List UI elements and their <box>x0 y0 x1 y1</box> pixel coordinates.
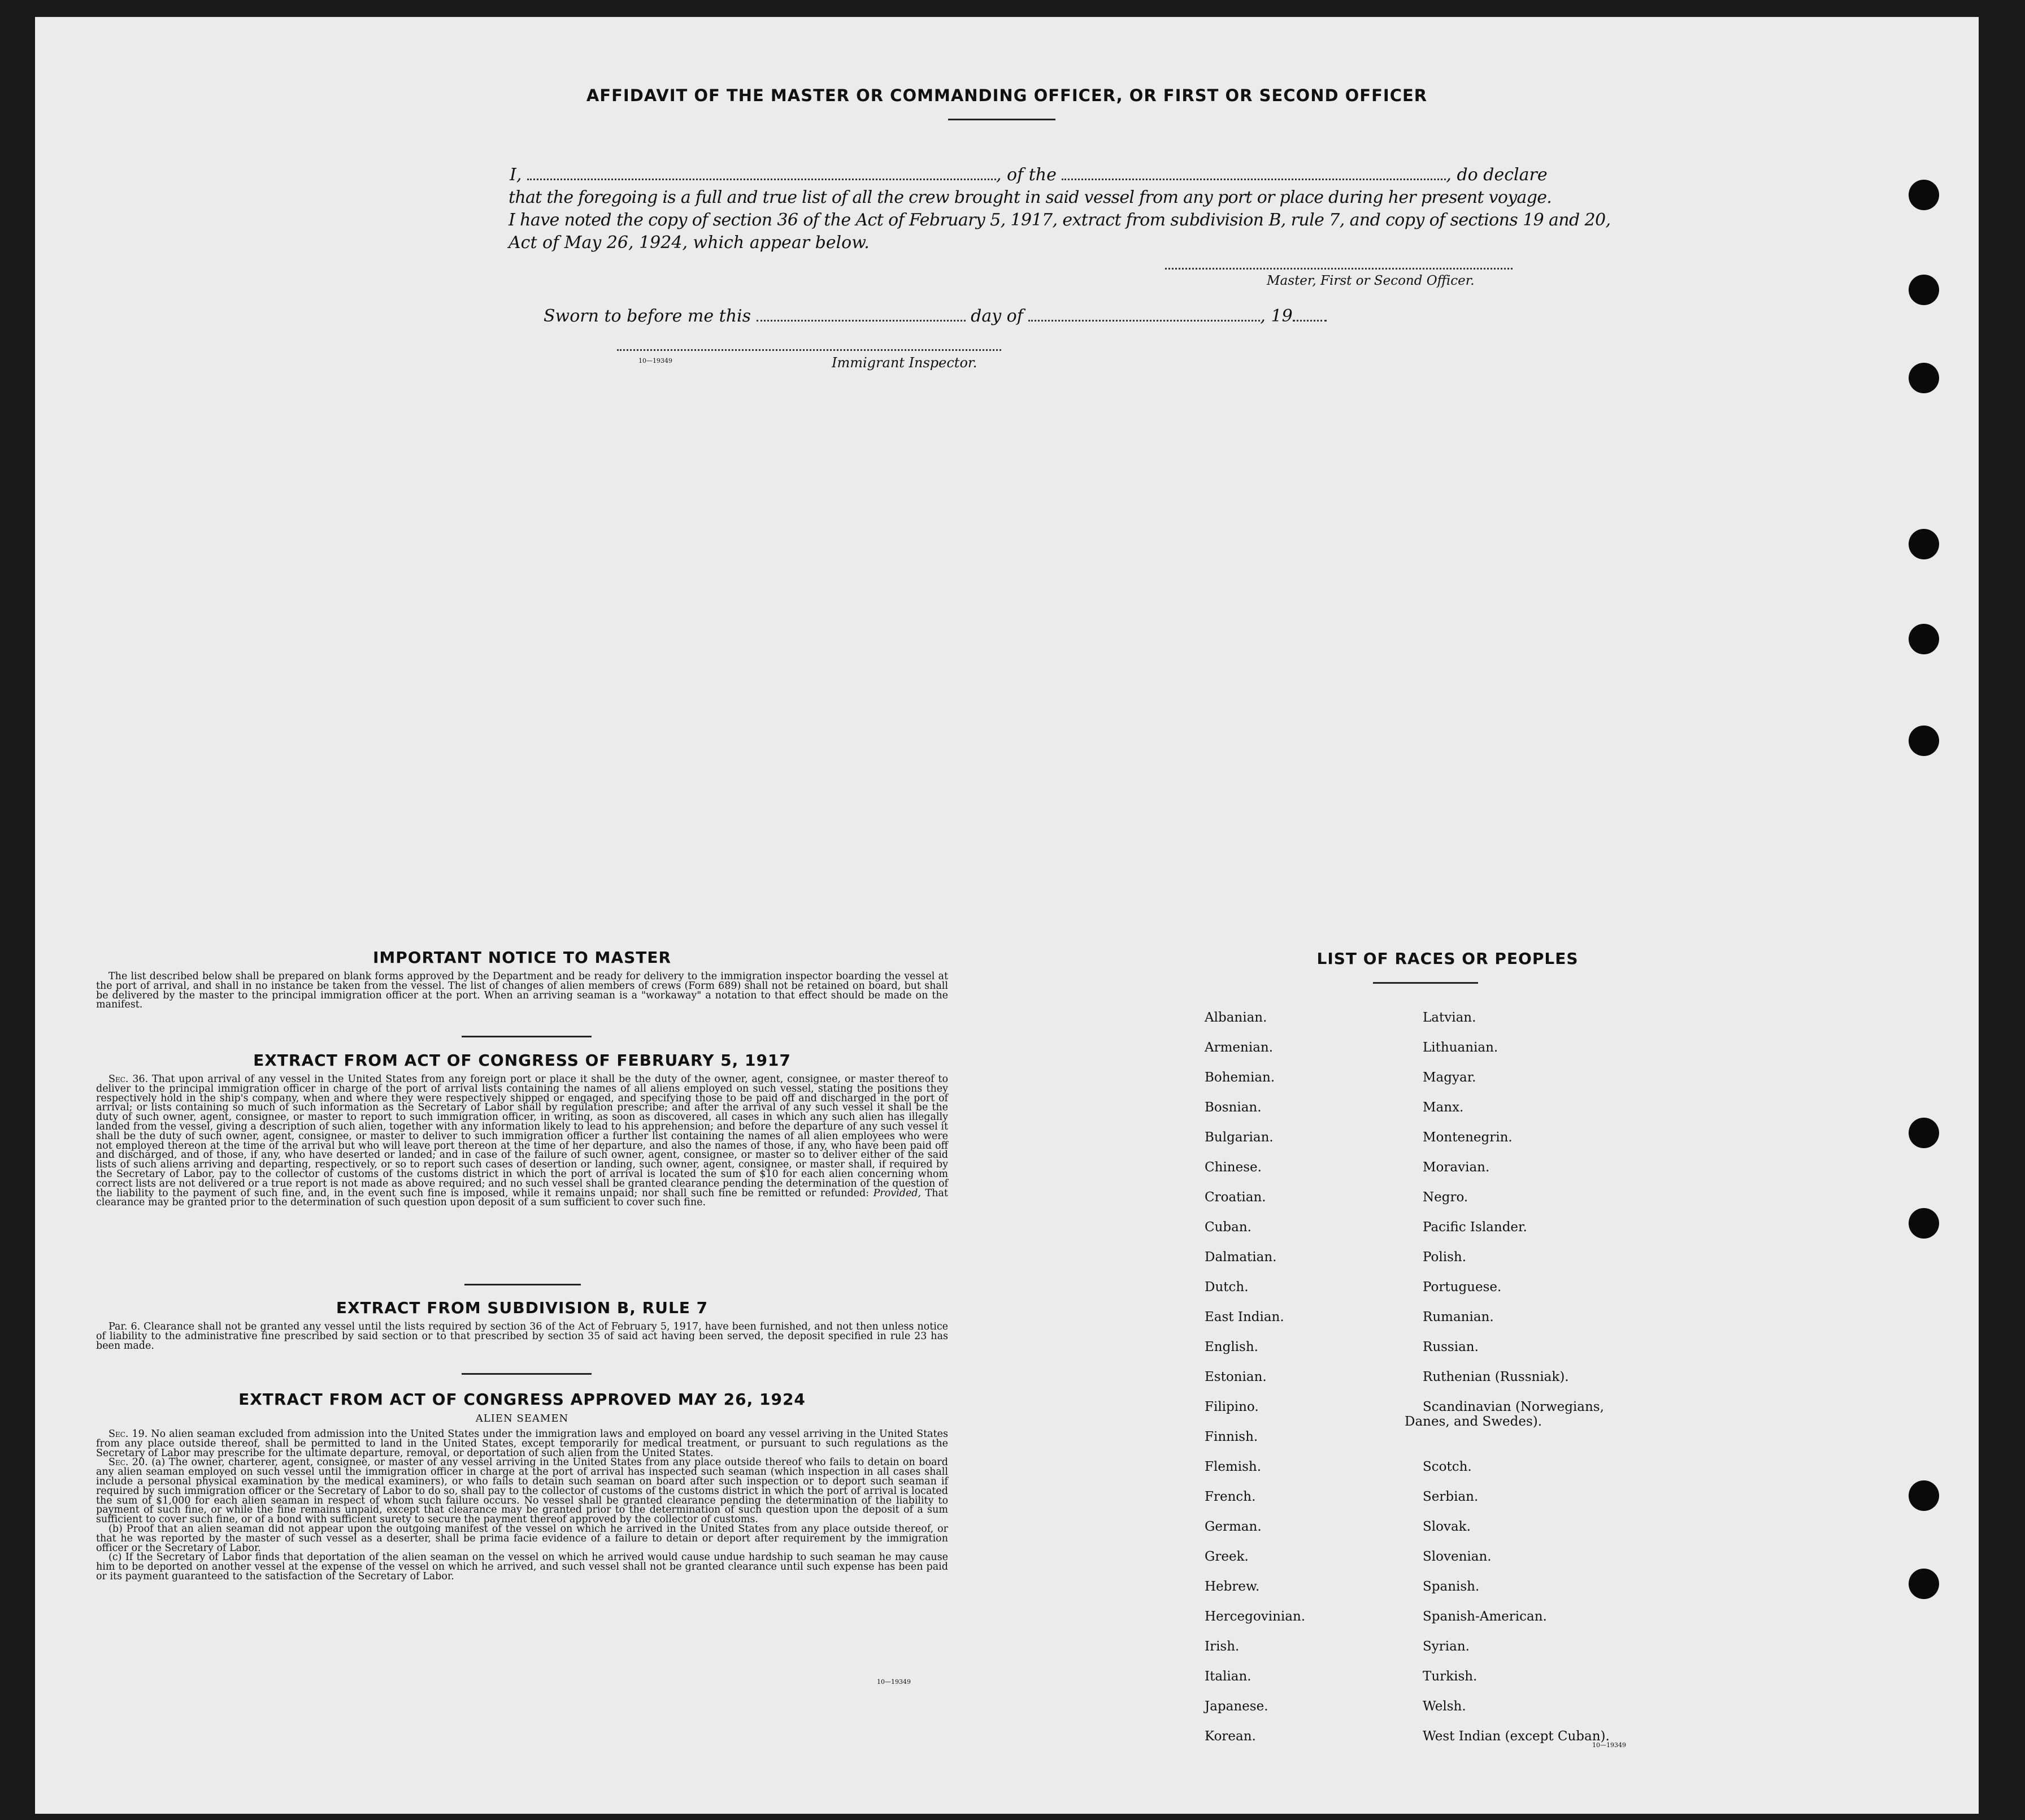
provided-label: Provided, <box>873 1187 922 1199</box>
race-item: Filipino. <box>1205 1400 1259 1414</box>
race-item: Armenian. <box>1205 1040 1274 1055</box>
affidavit-declare: , do declare <box>1446 165 1548 185</box>
punch-hole <box>1909 1208 1939 1239</box>
race-item: Serbian. <box>1423 1489 1479 1504</box>
race-item: Syrian. <box>1423 1639 1470 1654</box>
race-item: Chinese. <box>1205 1160 1262 1175</box>
notice-paragraph: The list described below shall be prepared on blank forms approved by the Department and be ready for delivery to the immigration inspector boarding the vessel at the port of arrival, and shall in no instance be taken from the vessel. The list of changes of alien members of crews (Form 689) shall not be retained on board, but shall be delivered by the master to the principal immigration officer at the port. When an arriving seaman is a "workaway" a notation to that effect should be made on the manifest. <box>96 971 948 1011</box>
sec-19-label: Sec. 19. <box>108 1428 148 1440</box>
race-item: Polish. <box>1423 1250 1467 1265</box>
race-item: Scotch. <box>1423 1460 1472 1474</box>
extract-rule7-title: EXTRACT FROM SUBDIVISION B, RULE 7 <box>336 1298 709 1317</box>
extract-1917-title: EXTRACT FROM ACT OF CONGRESS OF FEBRUARY 5, 1917 <box>253 1051 791 1070</box>
sec-36-label: Sec. 36. <box>108 1074 149 1085</box>
notice-title: IMPORTANT NOTICE TO MASTER <box>372 948 672 967</box>
extract-rule7-text <box>96 1322 948 1350</box>
race-item: Spanish-American. <box>1423 1609 1547 1624</box>
punch-hole <box>1909 529 1939 559</box>
race-item: Spanish. <box>1423 1579 1480 1594</box>
sec-36-text: That upon arrival of any vessel in the United States from any foreign port or place it shall be the duty of the owner, agent, consignee, or master thereof to deliver to the principal immigration officer in charge of the port of arrival lists containing the names of all aliens employed on such vessel, stating the positions they respectively hold in the ship's company, when and where they were respectively shipped or engaged, and specifying those to be paid off and discharged in the port of arrival; or lists containing so much of such information as the Secretary of Labor shall by regulation prescribe; and after the arrival of any such vessel it shall be the duty of such owner, agent, consignee, or master to report to such immigration officer, in writing, as soon as discovered, all cases in which any such alien has illegally landed from the vessel, giving a description of such alien, together with any information likely to lead to his apprehension; and before the departure of any such vessel it shall be the duty of such owner, agent, consignee, or master to deliver to such immigration officer a further list containing the names of all alien employees who were not employed thereon at the time of the arrival but who will leave port thereon at the time of her departure, and also the names of those, if any, who have been paid off and discharged, and of those, if any, who have deserted or landed; and in case of the failure of such owner, agent, consignee, or master so to deliver either of the said lists of such aliens arriving and departing, respectively, or so to report such cases of desertion or landing, such owner, agent, consignee, or master shall, if required by the Secretary of Labor, pay to the collector of customs of the customs district in which the port of arrival is located the sum of $10 for each alien concerning whom correct lists are not delivered or a true report is not made as above required; and no such vessel shall be granted clearance pending the determination of the question of the liability to the payment of such fine, and, in the event such fine is imposed, while it remains unpaid; nor shall such fine be remitted or refunded: <box>96 1074 948 1199</box>
race-item: Russian. <box>1423 1340 1479 1354</box>
extract-1924-text <box>96 1430 948 1582</box>
race-item: English. <box>1205 1340 1258 1354</box>
par-6-text: Par. 6. Clearance shall not be granted any vessel until the lists required by section 36 of the Act of February 5, 1917, have been furnished, and not then unless notice of liability to the administrative fine prescribed by said section or to that prescribed by section 35 of said act having been served, the deposit specified in rule 23 has been made. <box>96 1321 948 1352</box>
race-item: Manx. <box>1423 1100 1464 1115</box>
notice-rule <box>462 1036 592 1037</box>
race-item: Croatian. <box>1205 1190 1266 1205</box>
punch-hole <box>1909 363 1939 393</box>
day-of-label: day of <box>971 306 1023 326</box>
race-item: Negro. <box>1423 1190 1468 1205</box>
race-item: Korean. <box>1205 1729 1256 1744</box>
race-item: Bulgarian. <box>1205 1130 1274 1145</box>
race-item: Japanese. <box>1205 1699 1268 1714</box>
race-item: Flemish. <box>1205 1460 1262 1474</box>
inspector-signature-line <box>617 349 1001 351</box>
races-form-number: 10—19349 <box>1592 1741 1626 1749</box>
document-page <box>35 17 1979 1814</box>
affidavit-form-number: 10—19349 <box>638 357 672 364</box>
race-item: Danes, and Swedes). <box>1405 1414 1542 1429</box>
affidavit-line-1 <box>510 165 1548 185</box>
alien-seamen-subtitle: ALIEN SEAMEN <box>475 1413 569 1424</box>
vessel-blank <box>1062 179 1446 180</box>
race-item: Moravian. <box>1423 1160 1490 1175</box>
affidavit-title-rule <box>948 119 1055 120</box>
sworn-line <box>544 306 1327 326</box>
master-signature-label: Master, First or Second Officer. <box>1267 273 1475 288</box>
races-title-rule <box>1373 982 1478 984</box>
race-item: Welsh. <box>1423 1699 1466 1714</box>
affidavit-title: AFFIDAVIT OF THE MASTER OR COMMANDING OFFICER, OR FIRST OR SECOND OFFICER <box>586 86 1428 105</box>
affidavit-i-label: I, <box>510 165 522 185</box>
punch-hole <box>1909 1480 1939 1511</box>
race-item: Slovak. <box>1423 1519 1471 1534</box>
extract-1917-rule <box>464 1284 581 1285</box>
notice-text <box>96 972 948 1010</box>
races-title: LIST OF RACES OR PEOPLES <box>1316 949 1579 968</box>
punch-hole <box>1909 1118 1939 1148</box>
race-item: Portuguese. <box>1423 1280 1502 1295</box>
race-item: Dalmatian. <box>1205 1250 1277 1265</box>
sworn-month-blank <box>1028 320 1260 322</box>
affidavit-line-4: Act of May 26, 1924, which appear below. <box>509 233 870 253</box>
race-item: Latvian. <box>1423 1010 1476 1025</box>
sec-20-label: Sec. 20. <box>108 1457 148 1469</box>
race-item: French. <box>1205 1489 1256 1504</box>
sworn-label: Sworn to before me this <box>544 306 751 326</box>
race-item: Rumanian. <box>1423 1310 1494 1324</box>
race-item: Montenegrin. <box>1423 1130 1513 1145</box>
race-item: West Indian (except Cuban). <box>1423 1729 1610 1744</box>
race-item: Albanian. <box>1205 1010 1267 1025</box>
extract-1917-text <box>96 1075 948 1207</box>
affidavit-of-the: , of the <box>996 165 1057 185</box>
punch-hole <box>1909 1569 1939 1599</box>
race-item: Ruthenian (Russniak). <box>1423 1370 1569 1384</box>
race-item: Turkish. <box>1423 1669 1478 1684</box>
race-item: German. <box>1205 1519 1262 1534</box>
sec-20b-text: (b) Proof that an alien seaman did not appear upon the outgoing manifest of the vessel on which he arrived in the United States from any place outside thereof, or that he was reported by the master of such vessel as a deserter, shall be prima facie evidence of a failure to detain or deport after requirement by the immigration officer or the Secretary of Labor. <box>96 1523 948 1554</box>
sec-20a-text: (a) The owner, charterer, agent, consignee, or master of any vessel arriving in the United States from any place outside thereof who fails to detain on board any alien seaman employed on such vessel until the immigration officer in charge at the port of arrival has inspected such seaman (which inspection in all cases shall include a personal physical examination by the medical examiners), or who fails to detain such seaman on board after such inspection or to deport such seaman if required by such immigration officer or the Secretary of Labor to do so, shall pay to the collector of customs of the customs district in which the port of arrival is located the sum of $1,000 for each alien seaman in respect of whom such failure occurs. No vessel shall be granted clearance pending the determination of the liability to payment of such fine, or while the fine remains unpaid, except that clearance may be granted prior to the determination of such question upon the deposit of a sum sufficient to cover such fine, or of a bond with sufficient surety to secure the payment thereof approved by the collector of customs. <box>96 1457 948 1526</box>
extract-form-number: 10—19349 <box>877 1678 911 1686</box>
inspector-label: Immigrant Inspector. <box>832 355 977 371</box>
name-blank <box>527 179 996 180</box>
race-item: Finnish. <box>1205 1430 1258 1444</box>
punch-hole <box>1909 624 1939 654</box>
race-item: Estonian. <box>1205 1370 1267 1384</box>
race-item: Greek. <box>1205 1549 1249 1564</box>
year-blank <box>1293 320 1327 322</box>
race-item: Italian. <box>1205 1669 1251 1684</box>
race-item: Slovenian. <box>1423 1549 1492 1564</box>
race-item: East Indian. <box>1205 1310 1284 1324</box>
year-prefix: , 19 <box>1260 306 1293 326</box>
extract-rule7-rule <box>462 1373 592 1375</box>
sec-19-text: No alien seaman excluded from admission into the United States under the immigration laws and employed on board any vessel arriving in the United States from any place outside thereof, shall be permitted to land in the United States, except temporarily for medical treatment, or pursuant to such regulations as the Secretary of Labor may prescribe for the ultimate departure, removal, or deportation of such alien from the United States. <box>96 1428 948 1459</box>
affidavit-line-3: I have noted the copy of section 36 of the Act of February 5, 1917, extract from subdivision B, rule 7, and copy of sections 19 and 20, <box>509 210 1611 230</box>
race-item: Magyar. <box>1423 1070 1476 1085</box>
punch-hole <box>1909 275 1939 305</box>
race-item: Irish. <box>1205 1639 1240 1654</box>
sec-20c-text: (c) If the Secretary of Labor finds that deportation of the alien seaman on the vessel on which he arrived would cause undue hardship to such seaman he may cause him to be deported on another vessel at the expense of the vessel on which he arrived, and such vessel shall not be granted clearance until such expense has been paid or its payment guaranteed to the satisfaction of the Secretary of Labor. <box>96 1552 948 1582</box>
punch-hole <box>1909 726 1939 756</box>
sworn-day-blank <box>757 320 966 322</box>
affidavit-line-2: that the foregoing is a full and true list of all the crew brought in said vessel from any port or place during her present voyage. <box>509 188 1552 207</box>
race-item: Cuban. <box>1205 1220 1251 1235</box>
race-item: Hebrew. <box>1205 1579 1260 1594</box>
race-item: Scandinavian (Norwegians, <box>1423 1400 1604 1414</box>
race-item: Lithuanian. <box>1423 1040 1498 1055</box>
master-signature-line <box>1165 268 1513 270</box>
race-item: Bohemian. <box>1205 1070 1275 1085</box>
race-item: Hercegovinian. <box>1205 1609 1306 1624</box>
race-item: Pacific Islander. <box>1423 1220 1527 1235</box>
punch-hole <box>1909 180 1939 210</box>
extract-1924-title: EXTRACT FROM ACT OF CONGRESS APPROVED MAY 26, 1924 <box>238 1390 806 1409</box>
race-item: Bosnian. <box>1205 1100 1262 1115</box>
sec-36-text-end: That clearance may be granted prior to the determination of such question upon deposit of a sum sufficient to cover such fine. <box>96 1187 948 1209</box>
race-item: Dutch. <box>1205 1280 1249 1295</box>
